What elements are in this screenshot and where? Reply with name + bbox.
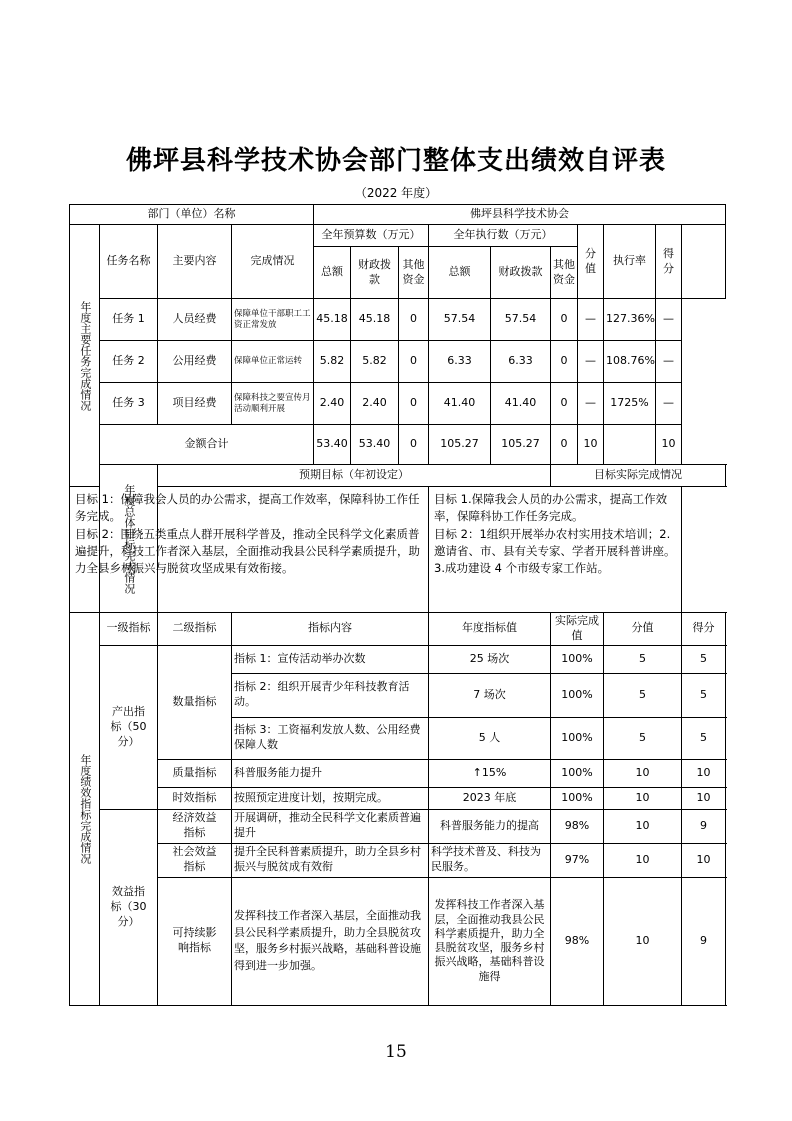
- dept-row: [70, 205, 726, 225]
- timely-label: 时效指标: [158, 787, 232, 809]
- exec-other: 0: [551, 299, 578, 341]
- header-expected: 预期目标（年初设定）: [158, 465, 551, 487]
- page-number: 15: [385, 1042, 407, 1062]
- header-indicator-content: 指标内容: [232, 613, 429, 646]
- section-indicators-label: 年度绩效指标完成情况: [70, 613, 100, 1006]
- indicator-value: 10: [604, 759, 682, 787]
- qty-label: 数量指标: [158, 645, 232, 759]
- indicator-target: 科学技术普及、科技为民服务。: [429, 843, 551, 877]
- sum-budget-fiscal: 53.40: [351, 425, 399, 465]
- task-header-row-1: [70, 225, 726, 247]
- budget-fiscal: 5.82: [351, 341, 399, 383]
- sum-row: [70, 425, 726, 465]
- header-task-name: 任务名称: [100, 225, 158, 299]
- task-rate: 1725%: [604, 383, 656, 425]
- indicator-target: 25 场次: [429, 645, 551, 673]
- sum-rate: [604, 425, 656, 465]
- indicator-content: 指标 1：宣传活动举办次数: [232, 645, 429, 673]
- social-label: 社会效益指标: [158, 843, 232, 877]
- indicator-value: 10: [604, 787, 682, 809]
- task-content: 公用经费: [158, 341, 232, 383]
- task-value: —: [578, 341, 604, 383]
- task-status: 保障单位干部职工工资正常发放: [232, 299, 314, 341]
- budget-total: 5.82: [314, 341, 351, 383]
- indicator-content: 开展调研，推动全民科学文化素质普遍提升: [232, 809, 429, 843]
- actual-text: 目标 1.保障我会人员的办公需求，提高工作效率，保障科协工作任务完成。 目标 2：1组织开展举办农村实用技术培训；2.邀请省、市、县有关专家、学者开展科普讲座。 3.成功建设 4 个市级专家工作站。: [429, 487, 682, 613]
- benefit-label: 效益指标（30分）: [100, 809, 158, 1005]
- header-budget-total: 总额: [314, 247, 351, 299]
- task-value: —: [578, 299, 604, 341]
- indicator-target: 5 人: [429, 717, 551, 759]
- section-tasks-label: 年度主要任务完成情况: [70, 225, 100, 487]
- header-exec: 全年执行数（万元）: [429, 225, 578, 247]
- indicator-score: 9: [682, 877, 726, 1005]
- indicator-score: 10: [682, 759, 726, 787]
- indicator-target: 2023 年底: [429, 787, 551, 809]
- header-value: 分值: [604, 613, 682, 646]
- budget-total: 45.18: [314, 299, 351, 341]
- sustain-row: [70, 877, 726, 1005]
- indicator-actual: 100%: [551, 717, 604, 759]
- sum-label: 金额合计: [100, 425, 314, 465]
- quality-label: 质量指标: [158, 759, 232, 787]
- sum-value: 10: [578, 425, 604, 465]
- indicator-score: 5: [682, 645, 726, 673]
- sum-exec-fiscal: 105.27: [491, 425, 551, 465]
- task-row: [70, 341, 726, 383]
- task-name: 任务 1: [100, 299, 158, 341]
- task-value: —: [578, 383, 604, 425]
- indicator-score: 5: [682, 673, 726, 717]
- dept-name: 佛坪县科学技术协会: [314, 205, 726, 225]
- task-score: —: [656, 383, 682, 425]
- indicator-value: 5: [604, 645, 682, 673]
- page-title: 佛坪县科学技术协会部门整体支出绩效自评表: [125, 146, 666, 176]
- indicator-score: 9: [682, 809, 726, 843]
- budget-other: 0: [399, 383, 429, 425]
- header-status: 完成情况: [232, 225, 314, 299]
- header-exec-other: 其他资金: [551, 247, 578, 299]
- exec-other: 0: [551, 341, 578, 383]
- year-subtitle: （2022 年度）: [354, 186, 438, 200]
- indicator-score: 10: [682, 843, 726, 877]
- budget-other: 0: [399, 341, 429, 383]
- exec-fiscal: 41.40: [491, 383, 551, 425]
- budget-total: 2.40: [314, 383, 351, 425]
- dept-label: 部门（单位）名称: [70, 205, 314, 225]
- indicator-actual: 98%: [551, 809, 604, 843]
- budget-fiscal: 2.40: [351, 383, 399, 425]
- sum-exec-total: 105.27: [429, 425, 491, 465]
- header-score2: 得分: [682, 613, 726, 646]
- exec-other: 0: [551, 383, 578, 425]
- task-name: 任务 2: [100, 341, 158, 383]
- task-status: 保障科技之要宣传月活动顺利开展: [232, 383, 314, 425]
- indicator-actual: 98%: [551, 877, 604, 1005]
- header-content: 主要内容: [158, 225, 232, 299]
- indicator-value: 10: [604, 877, 682, 1005]
- indicator-content: 科普服务能力提升: [232, 759, 429, 787]
- indicator-content: 发挥科技工作者深入基层，全面推动我县公民科学素质提升，助力全县脱贫攻坚，服务乡村振兴战略，基础科普设施得到进一步加强。: [232, 877, 429, 1005]
- task-rate: 127.36%: [604, 299, 656, 341]
- task-name: 任务 3: [100, 383, 158, 425]
- task-content: 项目经费: [158, 383, 232, 425]
- evaluation-table: [69, 204, 726, 1006]
- header-target: 年度指标值: [429, 613, 551, 646]
- indicator-target: 发挥科技工作者深入基层，全面推动我县公民科学素质提升，助力全县脱贫攻坚，服务乡村振兴战略，基础科普设施得: [429, 877, 551, 1005]
- indicator-content: 指标 2：组织开展青少年科技教育活动。: [232, 673, 429, 717]
- indicator-row: [70, 645, 726, 673]
- timely-row: [70, 787, 726, 809]
- task-score: —: [656, 299, 682, 341]
- indicator-score: 5: [682, 717, 726, 759]
- header-rate: 执行率: [604, 225, 656, 299]
- indicator-actual: 100%: [551, 645, 604, 673]
- exec-fiscal: 57.54: [491, 299, 551, 341]
- social-row: [70, 843, 726, 877]
- indicator-value: 10: [604, 809, 682, 843]
- indicator-value: 10: [604, 843, 682, 877]
- indicator-content: 按照预定进度计划，按期完成。: [232, 787, 429, 809]
- output-label: 产出指标（50分）: [100, 645, 158, 809]
- budget-fiscal: 45.18: [351, 299, 399, 341]
- header-exec-total: 总额: [429, 247, 491, 299]
- econ-label: 经济效益指标: [158, 809, 232, 843]
- indicator-content: 提升全民科普素质提升，助力全县乡村振兴与脱贫成有效衔: [232, 843, 429, 877]
- indicator-target: 科普服务能力的提高: [429, 809, 551, 843]
- indicator-target: 7 场次: [429, 673, 551, 717]
- header-lvl1: 一级指标: [100, 613, 158, 646]
- indicator-actual: 97%: [551, 843, 604, 877]
- header-budget-other: 其他资金: [399, 247, 429, 299]
- header-actual-done: 实际完成值: [551, 613, 604, 646]
- exec-total: 6.33: [429, 341, 491, 383]
- indicator-value: 5: [604, 717, 682, 759]
- task-row: [70, 383, 726, 425]
- header-score-value: 分值: [578, 225, 604, 299]
- header-exec-fiscal: 财政拨款: [491, 247, 551, 299]
- task-rate: 108.76%: [604, 341, 656, 383]
- indicator-value: 5: [604, 673, 682, 717]
- task-row: [70, 299, 726, 341]
- indicator-actual: 100%: [551, 759, 604, 787]
- section-goals-label: 年度总体目标完成情况: [100, 465, 158, 613]
- goal-content-row: [70, 487, 726, 613]
- exec-fiscal: 6.33: [491, 341, 551, 383]
- expected-text: 目标 1：保障我会人员的办公需求，提高工作效率，保障科协工作任务完成。 目标 2：围绕五类重点人群开展科学普及，推动全民科学文化素质普遍提升，科技工作者深入基层，全面推动我县公民科学素质提升，助力全县乡村振兴与脱贫攻坚成果有效衔接。: [70, 487, 429, 613]
- sum-score: 10: [656, 425, 682, 465]
- task-content: 人员经费: [158, 299, 232, 341]
- header-budget: 全年预算数（万元）: [314, 225, 429, 247]
- task-score: —: [656, 341, 682, 383]
- sum-budget-other: 0: [399, 425, 429, 465]
- header-actual: 目标实际完成情况: [551, 465, 726, 487]
- exec-total: 41.40: [429, 383, 491, 425]
- indicator-target: ↑15%: [429, 759, 551, 787]
- task-status: 保障单位正常运转: [232, 341, 314, 383]
- sum-exec-other: 0: [551, 425, 578, 465]
- exec-total: 57.54: [429, 299, 491, 341]
- header-budget-fiscal: 财政拨款: [351, 247, 399, 299]
- sum-budget-total: 53.40: [314, 425, 351, 465]
- budget-other: 0: [399, 299, 429, 341]
- indicator-content: 指标 3：工资福利发放人数、公用经费保障人数: [232, 717, 429, 759]
- indicator-score: 10: [682, 787, 726, 809]
- econ-row: [70, 809, 726, 843]
- indicator-actual: 100%: [551, 787, 604, 809]
- header-lvl2: 二级指标: [158, 613, 232, 646]
- goal-header-row: [70, 465, 726, 487]
- sustain-label: 可持续影响指标: [158, 877, 232, 1005]
- indicator-header-row: [70, 613, 726, 646]
- indicator-actual: 100%: [551, 673, 604, 717]
- quality-row: [70, 759, 726, 787]
- header-score: 得分: [656, 225, 682, 299]
